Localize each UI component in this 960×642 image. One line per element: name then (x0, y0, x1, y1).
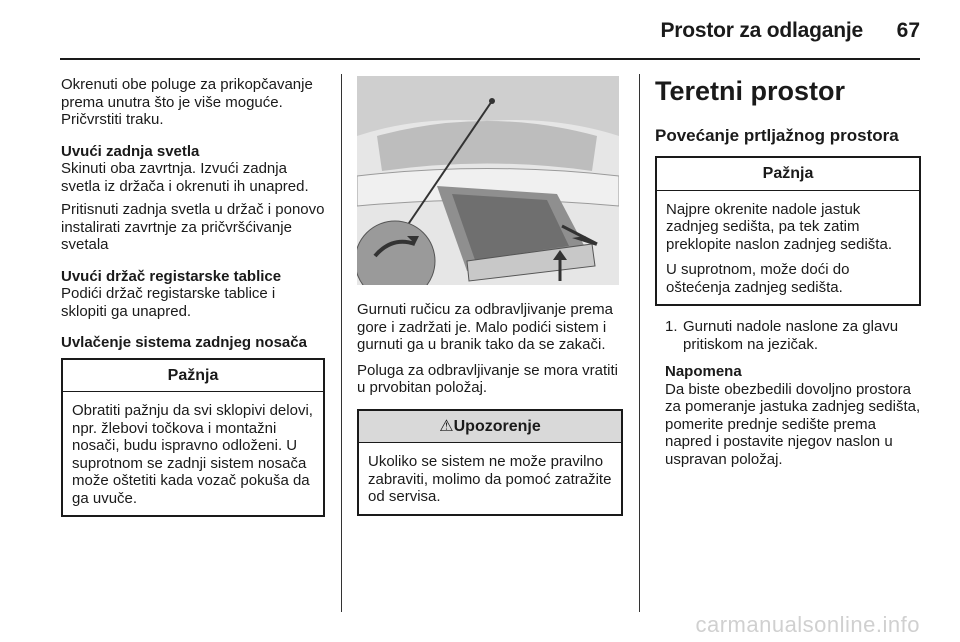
taillights-text-2: Pritisnuti zadnja svetla u držač i ponovo instalirati zavrtnje za pričvršćivanje svetala (61, 201, 325, 253)
caution-box (61, 358, 325, 518)
caution-title: Pažnja (63, 360, 323, 393)
plate-section (61, 268, 325, 321)
watermark: carmanualsonline.info (695, 612, 920, 637)
caution-text: Obratiti pažnju da svi sklopivi delovi, npr. žlebovi točkova i montažni nosači, budu ispravno odloženi. U suprotnom se zadnji sistem nosača može oštetiti kada vozač pokuša da ga uvuče. (72, 402, 313, 507)
taillights-section (61, 143, 325, 196)
page-title: Prostor za odlaganje (660, 19, 863, 42)
column-divider-left (341, 74, 342, 612)
list-text: Gurnuti nadole naslone za glavu pritiskom na jezičak. (683, 318, 899, 353)
note-section (655, 363, 921, 468)
note-heading: Napomena (665, 363, 742, 380)
left-column (61, 76, 325, 517)
right-column (655, 76, 921, 478)
warning-text: Ukoliko se sistem ne može pravilno zabraviti, molimo da pomoć zatražite od servisa. (368, 453, 612, 505)
carrier-heading: Uvlačenje sistema zadnjeg nosača (61, 334, 307, 351)
middle-column (357, 76, 623, 516)
warning-title: Upozorenje (453, 417, 541, 435)
page-number: 67 (896, 19, 920, 42)
taillights-heading: Uvući zadnja svetla (61, 142, 200, 160)
intro-paragraph: Okrenuti obe poluge za prikopčavanje prema unutra što je više moguće. Pričvrstiti traku. (61, 76, 313, 128)
subsection-title: Povećanje prtljažnog prostora (655, 126, 899, 145)
plate-heading: Uvući držač registarske tablice (61, 267, 282, 285)
warning-header (359, 411, 621, 444)
list-number: 1. (665, 318, 678, 335)
caution-box-right (655, 156, 921, 306)
note-text: Da biste obezbedili dovoljno prostora za pomeranje jastuka zadnjeg sedišta, pomerite prednje sedište prema napred i postavite njegov naslon u uspravan položaj. (665, 380, 921, 468)
column-divider-right (639, 74, 640, 612)
release-instruction: Gurnuti ručicu za odbravljivanje prema gore i zadržati je. Malo podići sistem i gurnuti ga u branik tako da se zakači. (357, 301, 613, 353)
warning-box (357, 409, 623, 516)
taillights-text-1: Skinuti oba zavrtnja. Izvući zadnja svetla iz držača i okrenuti ih unapred. (61, 160, 309, 195)
header-divider (60, 58, 920, 60)
rear-carrier-illustration (357, 76, 619, 285)
plate-text: Podići držač registarske tablice i sklopiti ga unapred. (61, 285, 276, 320)
release-lever-note: Poluga za odbravljivanje se mora vratiti u prvobitan položaj. (357, 361, 618, 396)
section-title: Teretni prostor (655, 76, 846, 106)
caution-text-right-1: Najpre okrenite nadole jastuk zadnjeg sedišta, pa tek zatim preklopite naslon zadnjeg sedišta. (666, 200, 892, 253)
caution-title-right: Pažnja (657, 158, 919, 191)
caution-text-right-2: U suprotnom, može doći do oštećenja zadnjeg sedišta. (666, 261, 850, 296)
warning-triangle-icon: ⚠ (439, 417, 454, 435)
list-item (655, 318, 921, 353)
